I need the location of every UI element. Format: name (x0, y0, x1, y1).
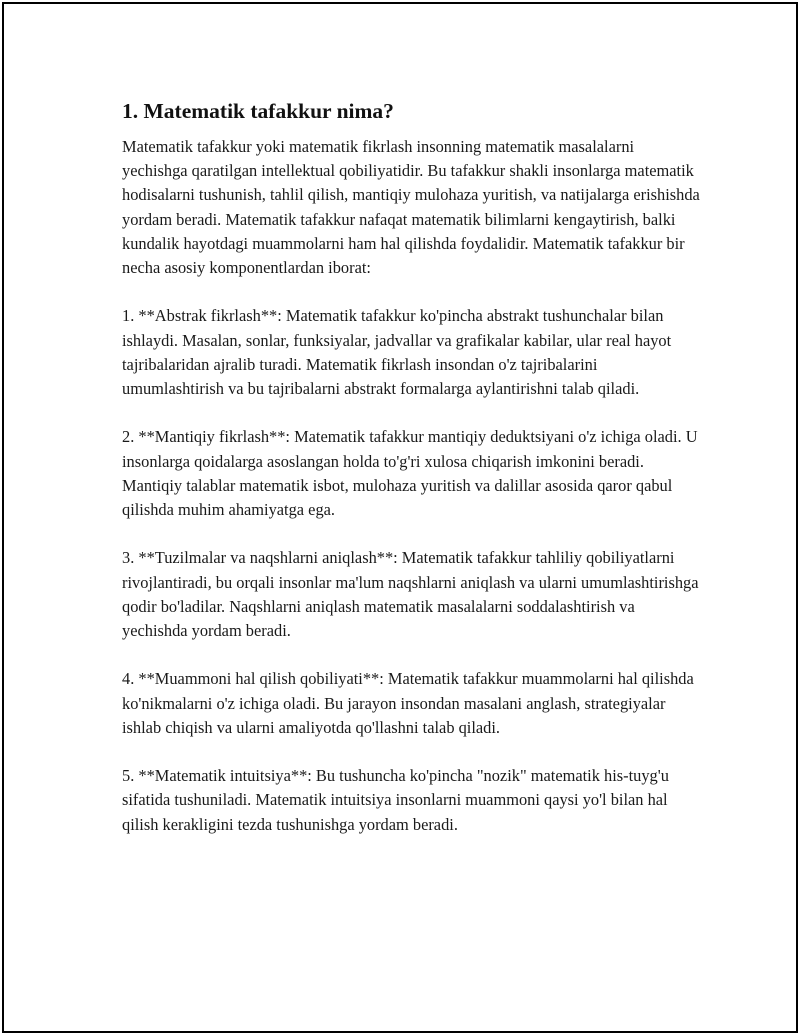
page-frame (2, 2, 798, 1033)
list-item-pattern-recognition: 3. **Tuzilmalar va naqshlarni aniqlash**: Matematik tafakkur tahliliy qobiliyatlarni rivojlantiradi, bu orqali insonlar ma'lum naqshlarni aniqlash va ularni umumlashtirishga qodir bo'ladilar. Naqshlarni aniqlash matematik masalalarni soddalashtirish va yechishda yordam beradi. (122, 548, 699, 641)
intro-paragraph: Matematik tafakkur yoki matematik fikrlash insonning matematik masalalarni yechishga qaratilgan intellektual qobiliyatidir. Bu tafakkur shakli insonlarga matematik hodisalarni tushunish, tahlil qilish, mantiqiy mulohaza yuritish, va natijalarga erishishda yordam beradi. Matematik tafakkur nafaqat matematik bilimlarni kengaytirish, balki kundalik hayotdagi muammolarni ham hal qilishda foydalidir. Matematik tafakkur bir necha asosiy komponentlardan iborat: (122, 137, 700, 278)
list-item-abstract-thinking: 1. **Abstrak fikrlash**: Matematik tafakkur ko'pincha abstrakt tushunchalar bilan ishlaydi. Masalan, sonlar, funksiyalar, jadvallar va grafikalar kabilar, ular real hayot tajribalaridan ajralib turadi. Matematik fikrlash insondan o'z tajribalarini umumlashtirish va bu tajribalarni abstrakt formalarga aylantirishni talab qiladi. (122, 306, 672, 399)
list-item-problem-solving: 4. **Muammoni hal qilish qobiliyati**: Matematik tafakkur muammolarni hal qilishda ko'nikmalarni o'z ichiga oladi. Bu jarayon insondan masalani anglash, strategiyalar ishlab chiqish va ularni amaliyotda qo'llashni talab qiladi. (122, 669, 694, 737)
list-item-logical-thinking: 2. **Mantiqiy fikrlash**: Matematik tafakkur mantiqiy deduktsiyani o'z ichiga oladi. U insonlarga qoidalarga asoslangan holda to'g'ri xulosa chiqarish imkonini beradi. Mantiqiy talablar matematik isbot, mulohaza yuritish va dalillar asosida qaror qabul qilishda muhim ahamiyatga ega. (122, 427, 698, 520)
list-item-mathematical-intuition: 5. **Matematik intuitsiya**: Bu tushuncha ko'pincha "nozik" matematik his-tuyg'u sifatida tushuniladi. Matematik intuitsiya insonlarni muammoni qaysi yo'l bilan hal qilish kerakligini tezda tushunishga yordam beradi. (122, 766, 669, 834)
document-body (120, 97, 700, 861)
section-heading: 1. Matematik tafakkur nima? (122, 99, 394, 123)
